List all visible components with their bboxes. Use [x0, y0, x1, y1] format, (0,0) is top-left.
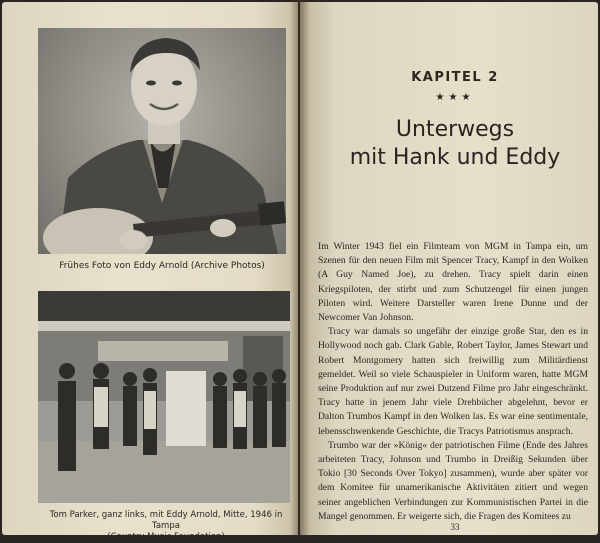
book-gutter — [290, 0, 310, 537]
photo1-caption: Frühes Foto von Eddy Arnold (Archive Photos) — [59, 261, 265, 271]
photo2-caption-line2: (Country Music Foundation) — [107, 532, 225, 542]
eddy-arnold-portrait-photo — [38, 28, 286, 254]
group-photo-tampa — [38, 291, 290, 503]
chapter-title-line1: Unterwegs — [395, 117, 515, 142]
photo2-caption — [38, 510, 294, 543]
body-text — [318, 240, 588, 524]
chapter-stars-ornament: ★★★ — [435, 92, 475, 103]
paragraph-1: Im Winter 1943 fiel ein Filmteam von MGM in Tampa ein, um Szenen für den neuen Film mit Spencer Tracy, Kampf in den Wolken (A Guy Named Joe), zu drehen. Tracy spielt darin einen Kriegspiloten, der stirbt und zum Schutzengel für einen jungen Piloten wird. Weitere Darsteller waren Irene Dunne und der Newcomer Van Johnson. — [318, 241, 588, 324]
paragraph-2: Tracy war damals so ungefähr der einzige große Star, den es in Hollywood noch gab. Clark Gable, Robert Taylor, James Stewart und Robert Montgomery hatten sich freiwillig zum Militärdienst gemeldet. Weil so viele Schauspieler in Uniform waren, hatte MGM seine Produktion auf nur zwei Dutzend Filme pro Jahr eingeschränkt. Tracy hatte in jenem Jahr viele Drehbücher abgelehnt, bevor er Dalton Trumbos Kampf in den Wolken las. Es war eine sentimentale, lebensschwenkende Geschichte, die Tracys Patriotismus ansprach. — [318, 326, 588, 437]
paragraph-3: Trumbo war der »König« der patriotischen Filme (Ende des Jahres arbeiteten Tracy, Johnson und Trumbo in Dreißig Sekunden über Tokio [30 Seconds Over Tokyo] zusammen), wurde aber später vor dem Komitee für unamerikanische Aktivitäten zitiert und wegen seiner angeblichen Verbindungen zur Kommunistischen Partei in die Mangel genommen. Er weigerte sich, die Fragen des Komitees zu — [318, 439, 588, 522]
photo2-caption-line1: Tom Parker, ganz links, mit Eddy Arnold, Mitte, 1946 in Tampa — [49, 510, 283, 531]
chapter-label: KAPITEL 2 — [411, 70, 499, 85]
chapter-title — [316, 116, 594, 172]
page-number: 33 — [450, 522, 460, 532]
chapter-title-line2: mit Hank und Eddy — [349, 145, 561, 170]
